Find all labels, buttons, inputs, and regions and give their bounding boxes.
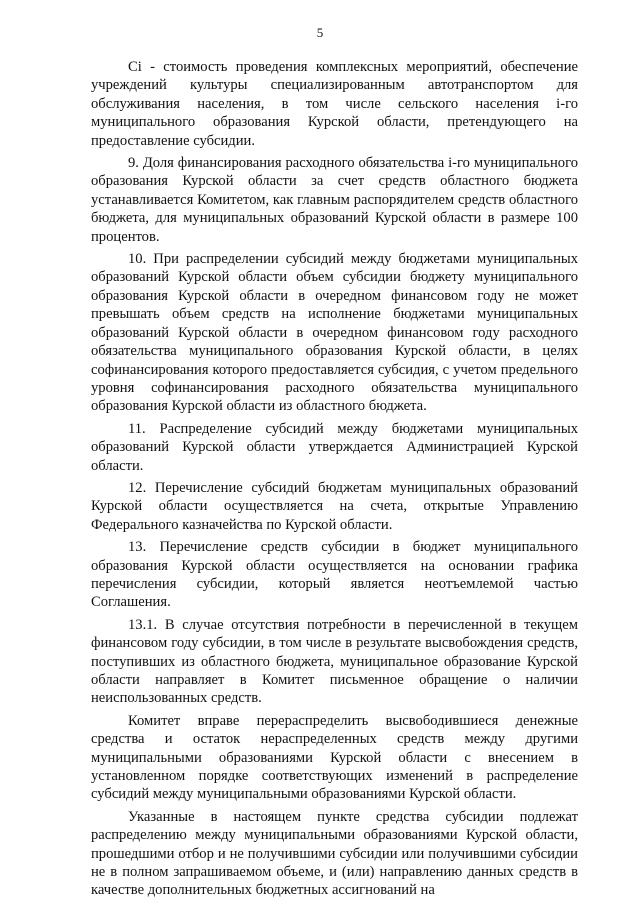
document-body bbox=[91, 58, 578, 900]
paragraph-11: 11. Распределение субсидий между бюджетами муниципальных образований Курской области утверждается Администрацией Курской области. bbox=[91, 420, 578, 474]
paragraph-subsidy-distribution: Указанные в настоящем пункте средства субсидии подлежат распределению между муниципальными образованиями Курской области, прошедшими отбор и не получившими субсидии или получившими субсидии не в полном запрашиваемом объеме, и (или) направлению данных средств в качестве дополнительных бюджетных ассигнований на bbox=[91, 808, 578, 899]
paragraph-13-1: 13.1. В случае отсутствия потребности в перечисленной в текущем финансовом году субсидии, в том числе в результате высвобождения средств, поступивших из областного бюджета, муниципальное образование Курской области направляет в Комитет письменное обращение о наличии неиспользованных средств. bbox=[91, 616, 578, 707]
paragraph-ci-definition: Ci - стоимость проведения комплексных мероприятий, обеспечение учреждений культуры специализированным автотранспортом для обслуживания населения, в том числе сельского населения i-го муниципального образования Курской области, претендующего на предоставление субсидии. bbox=[91, 59, 578, 149]
paragraph-12: 12. Перечисление субсидий бюджетам муниципальных образований Курской области осуществляется на счета, открытые Управлению Федерального казначейства по Курской области. bbox=[91, 479, 578, 533]
page-number: 5 bbox=[316, 25, 324, 40]
paragraph-committee-redistribution: Комитет вправе перераспределить высвободившиеся денежные средства и остаток нераспределенных средств между другими муниципальными образованиями Курской области с внесением в установленном порядке соответствующих изменений в распределение субсидий между муниципальными образованиями Курской области. bbox=[91, 712, 578, 803]
paragraph-10: 10. При распределении субсидий между бюджетами муниципальных образований Курской области объем субсидии бюджету муниципального образования Курской области в очередном финансовом году не может превышать объем средств на исполнение бюджетами муниципальных образований Курской области в очередном финансовом году расходного обязательства муниципального образования Курской области, в целях софинансирования которого предоставляется субсидия, с учетом предельного уровня софинансирования расходного обязательства муниципального образования Курской области из областного бюджета. bbox=[91, 251, 578, 415]
paragraph-9: 9. Доля финансирования расходного обязательства i-го муниципального образования Курской области за счет средств областного бюджета устанавливается Комитетом, как главным распорядителем средств областного бюджета, для муниципальных образований Курской области в размере 100 процентов. bbox=[91, 155, 578, 245]
paragraph-13: 13. Перечисление средств субсидии в бюджет муниципального образования Курской области осуществляется на основании графика перечисления субсидии, который является неотъемлемой частью Соглашения. bbox=[91, 539, 578, 611]
